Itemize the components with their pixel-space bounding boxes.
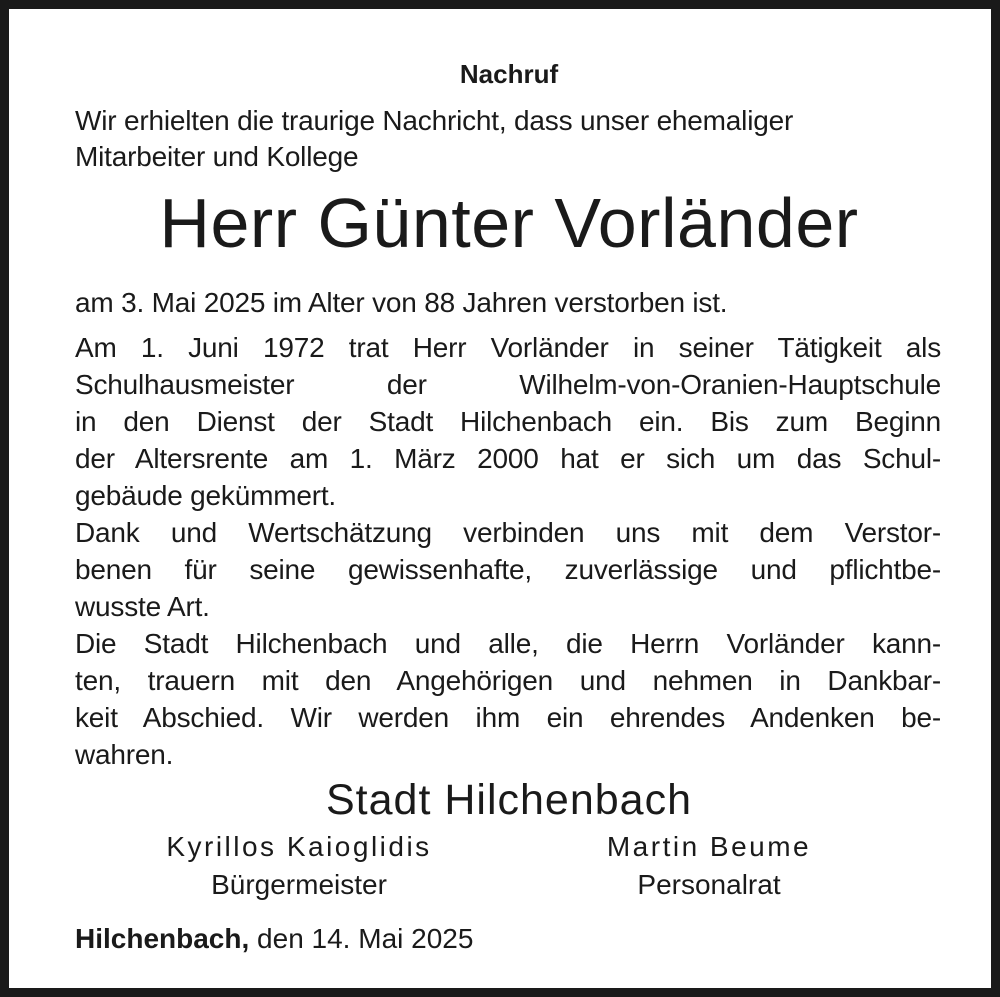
intro-line: Mitarbeiter und Kollege (75, 141, 359, 172)
body-line: ten, trauern mit den Angehörigen und nehmen in Dankbar- (75, 665, 941, 696)
death-line: am 3. Mai 2025 im Alter von 88 Jahren verstorben ist. (75, 287, 728, 318)
body-line: Schulhausmeister der Wilhelm-von-Oranien-Hauptschule (75, 369, 941, 400)
place: Hilchenbach, (75, 923, 250, 954)
place-date-line (75, 921, 473, 957)
body-line: gebäude gekümmert. (75, 480, 337, 511)
body-line: in den Dienst der Stadt Hilchenbach ein. Bis zum Beginn (75, 406, 941, 437)
body-line: Am 1. Juni 1972 trat Herr Vorländer in seiner Tätigkeit als (75, 332, 941, 363)
body-line: benen für seine gewissenhafte, zuverlässige und pflichtbe- (75, 554, 941, 585)
body-line: wahren. (75, 739, 174, 770)
signatory-title: Bürgermeister (211, 869, 387, 900)
signatory-title: Personalrat (637, 869, 781, 900)
body-line: keit Abschied. Wir werden ihm ein ehrendes Andenken be- (75, 702, 941, 733)
body-line: wusste Art. (75, 591, 210, 622)
deceased-name: Herr Günter Vorländer (159, 184, 859, 262)
notice-heading: Nachruf (459, 59, 559, 89)
signatory-name: Kyrillos Kaioglidis (166, 831, 432, 862)
organization-name: Stadt Hilchenbach (326, 776, 692, 824)
intro-line: Wir erhielten die traurige Nachricht, dass unser ehemaliger (75, 105, 794, 136)
date: den 14. Mai 2025 (249, 923, 474, 954)
signatory-name: Martin Beume (606, 831, 812, 862)
body-line: der Altersrente am 1. März 2000 hat er sich um das Schul- (75, 443, 941, 474)
body-line: Dank und Wertschätzung verbinden uns mit dem Verstor- (75, 517, 941, 548)
body-line: Die Stadt Hilchenbach und alle, die Herrn Vorländer kann- (75, 628, 941, 659)
